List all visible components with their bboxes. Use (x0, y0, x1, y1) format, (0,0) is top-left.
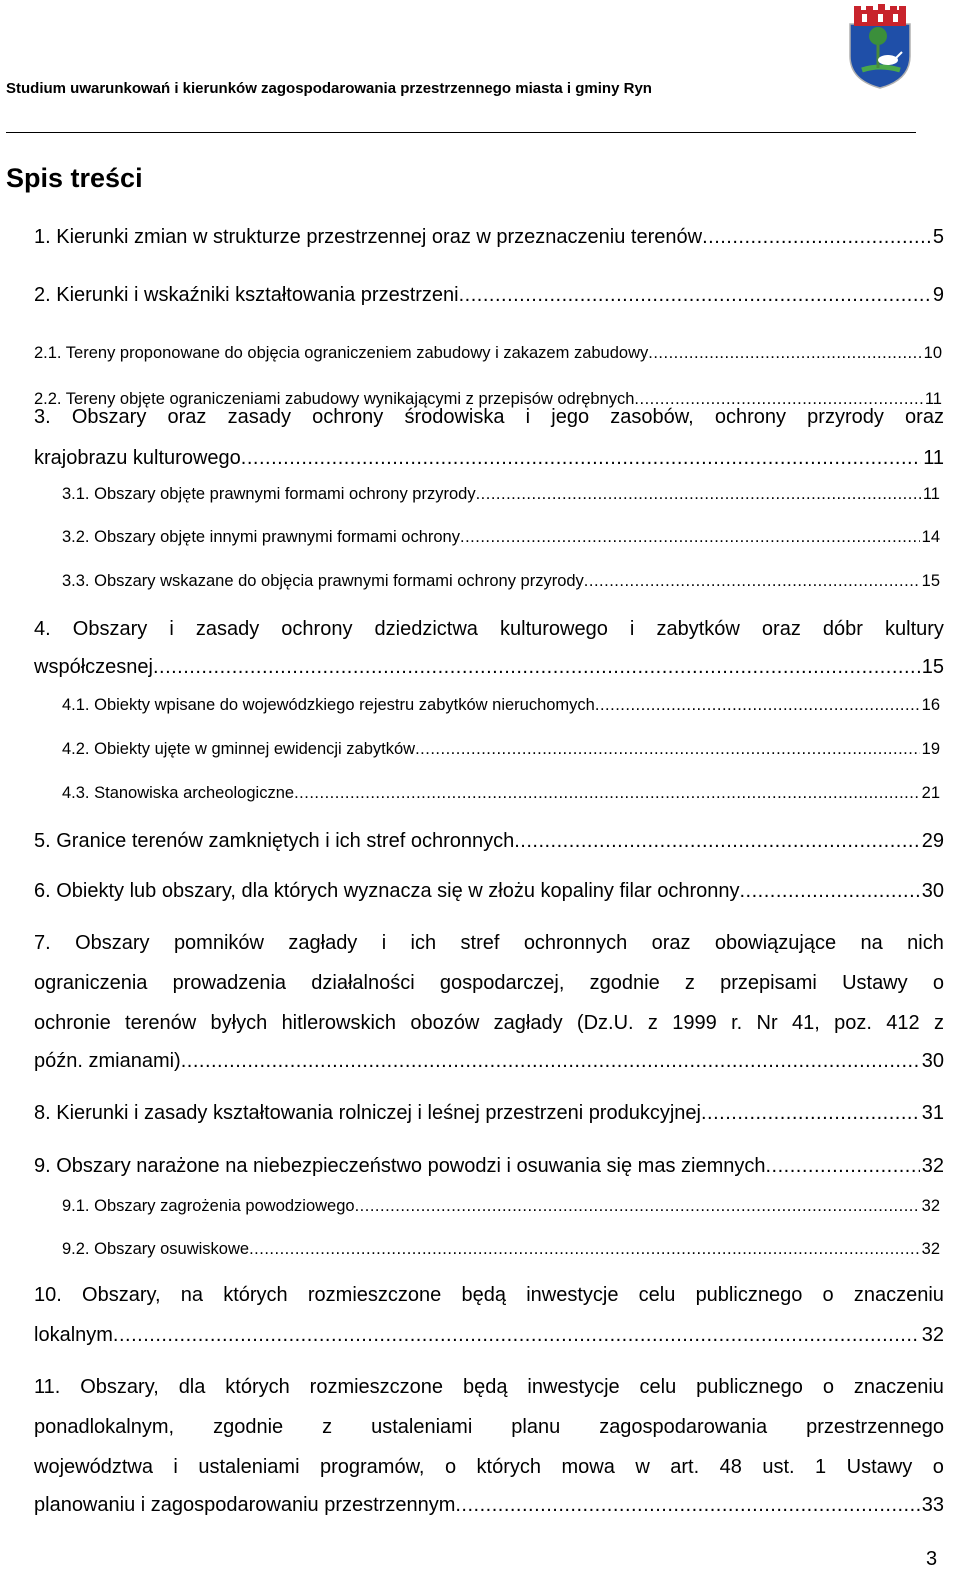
word: dla (178, 1376, 206, 1398)
word: r. (731, 1012, 743, 1034)
toc-entry[interactable] (62, 572, 940, 591)
word: 412 (886, 1012, 920, 1034)
word: przyrody (807, 406, 884, 428)
word: 10. (34, 1284, 62, 1306)
toc-page-number: 11 (924, 390, 942, 408)
word: 41, (791, 1012, 820, 1034)
toc-page-number: 32 (921, 1240, 940, 1258)
toc-page-number: 32 (921, 1324, 944, 1346)
toc-page-number: 29 (921, 830, 944, 852)
word: publicznego (695, 1284, 803, 1306)
word: nich (907, 932, 944, 954)
word: pomników (173, 932, 264, 954)
toc-page-number: 30 (921, 1050, 944, 1072)
toc-entry-text: 3.2. Obszary objęte innymi prawnymi formami ochrony (62, 528, 460, 546)
word: 1999 (672, 1012, 717, 1034)
toc-entry-text: krajobrazu kulturowego (34, 447, 241, 469)
word: o (444, 1456, 457, 1478)
toc-entry[interactable] (34, 880, 944, 903)
toc-page-number: 19 (921, 740, 940, 758)
word: zabytków (656, 618, 740, 640)
toc-entry-line (34, 932, 944, 955)
toc-entry[interactable] (34, 447, 944, 470)
word: terenów (125, 1012, 197, 1034)
toc-entry[interactable] (34, 226, 944, 249)
word: ustaleniami (198, 1456, 300, 1478)
word: na (180, 1284, 204, 1306)
word: przestrzennego (806, 1416, 944, 1438)
toc-dot-leader (701, 1102, 920, 1125)
word: Ustawy (846, 1456, 913, 1478)
toc-entry[interactable] (62, 485, 940, 504)
word: oraz (761, 618, 801, 640)
word: 3. (34, 406, 51, 428)
word: Obszary (75, 932, 150, 954)
word: Obszary (71, 406, 147, 428)
word: dóbr (822, 618, 863, 640)
toc-page-number: 10 (923, 344, 942, 362)
toc-page-number: 33 (921, 1494, 944, 1516)
word: których (223, 1284, 288, 1306)
toc-entry[interactable] (34, 830, 944, 853)
word: zagłady (288, 932, 358, 954)
toc-dot-leader (355, 1197, 920, 1216)
word: ograniczenia (34, 972, 148, 994)
toc-dot-leader (249, 1240, 920, 1259)
word: rozmieszczone (309, 1376, 444, 1398)
toc-entry-text: 4.3. Stanowiska archeologiczne (62, 784, 295, 802)
word: poz. (834, 1012, 872, 1034)
toc-entry-text: 9.1. Obszary zagrożenia powodziowego (62, 1197, 355, 1215)
toc-dot-leader (459, 284, 931, 307)
word: ochrony (312, 406, 384, 428)
toc-page-number: 15 (921, 656, 944, 678)
toc-entry-text: 9.2. Obszary osuwiskowe (62, 1240, 250, 1258)
word: inwestycje (527, 1376, 620, 1398)
word: hitlerowskich (281, 1012, 397, 1034)
word: planu (511, 1416, 561, 1438)
word: zagłady (493, 1012, 563, 1034)
toc-entry[interactable] (62, 528, 940, 547)
word: zagospodarowania (599, 1416, 768, 1438)
toc-entry[interactable] (34, 344, 942, 363)
word: których (225, 1376, 290, 1398)
toc-entry[interactable] (62, 740, 940, 759)
word: Obszary (72, 618, 148, 640)
word: z (322, 1416, 333, 1438)
word: Obszary, (80, 1376, 159, 1398)
toc-heading: Spis treści (6, 163, 143, 193)
toc-page-number: 9 (932, 284, 944, 306)
word: ochrony (714, 406, 786, 428)
word: zgodnie (213, 1416, 284, 1438)
toc-entry[interactable] (62, 784, 940, 803)
word: przepisami (720, 972, 817, 994)
word: z (684, 972, 695, 994)
toc-dot-leader (181, 1050, 920, 1073)
toc-page-number: 15 (921, 572, 940, 590)
word: znaczeniu (853, 1284, 944, 1306)
word: o (822, 1376, 834, 1398)
toc-dot-leader (294, 784, 920, 803)
toc-page-number: 14 (921, 528, 940, 546)
word: obowiązujące (714, 932, 837, 954)
word: o (932, 972, 944, 994)
word: i (169, 618, 174, 640)
word: ich (410, 932, 437, 954)
toc-entry[interactable] (34, 656, 944, 679)
word: ust. (762, 1456, 795, 1478)
toc-entry[interactable] (34, 1102, 944, 1125)
word: art. (670, 1456, 700, 1478)
word: kultury (885, 618, 944, 640)
toc-dot-leader (740, 880, 920, 903)
toc-entry-text: współczesnej (34, 656, 153, 678)
word: o (822, 1284, 834, 1306)
word: ochronie (34, 1012, 111, 1034)
toc-entry-text: 9. Obszary narażone na niebezpieczeństwo powodzi i osuwania się mas ziemnych (34, 1155, 766, 1177)
word: zgodnie (589, 972, 660, 994)
toc-page-number: 11 (923, 447, 944, 469)
word: działalności (311, 972, 415, 994)
toc-entry[interactable] (62, 696, 940, 715)
word: i (173, 1456, 178, 1478)
toc-entry[interactable] (34, 1155, 944, 1178)
toc-entry-line (34, 1012, 944, 1035)
word: kulturowego (500, 618, 608, 640)
toc-entry-text: 1. Kierunki zmian w strukturze przestrzennej oraz w przeznaczeniu terenów (34, 226, 703, 248)
toc-dot-leader (476, 485, 921, 504)
ryn-coat-of-arms-icon (848, 4, 912, 90)
word: środowiska (404, 406, 505, 428)
toc-dot-leader (766, 1155, 920, 1178)
word: programów, (319, 1456, 425, 1478)
word: będą (462, 1376, 508, 1398)
toc-entry-text: późn. zmianami) (34, 1050, 181, 1072)
word: ustaleniami (371, 1416, 473, 1438)
toc-entry-line (34, 1416, 944, 1439)
word: obozów (410, 1012, 480, 1034)
toc-dot-leader (241, 447, 921, 470)
header-divider (6, 132, 916, 133)
toc-page-number: 32 (921, 1197, 940, 1215)
document-header-title: Studium uwarunkowań i kierunków zagospodarowania przestrzennego miasta i gminy Ryn (6, 80, 652, 97)
word: zasobów, (610, 406, 694, 428)
word: na (860, 932, 883, 954)
word: z (933, 1012, 944, 1034)
word: 48 (719, 1456, 742, 1478)
toc-dot-leader (595, 696, 920, 715)
toc-entry-text: 2.1. Tereny proponowane do objęcia ograniczeniem zabudowy i zakazem zabudowy (34, 344, 649, 362)
word: celu (639, 1376, 677, 1398)
word: ponadlokalnym, (34, 1416, 175, 1438)
word: ochronnych (523, 932, 628, 954)
toc-page-number: 11 (922, 485, 940, 503)
toc-entry-text: 5. Granice terenów zamkniętych i ich stref ochronnych (34, 830, 515, 852)
word: ochrony (281, 618, 353, 640)
toc-entry[interactable] (62, 1197, 940, 1216)
word: Obszary, (82, 1284, 161, 1306)
toc-dot-leader (113, 1324, 920, 1347)
toc-page-number: 32 (921, 1155, 944, 1177)
word: w (635, 1456, 650, 1478)
toc-entry[interactable] (34, 1050, 944, 1073)
toc-entry[interactable] (34, 1494, 944, 1517)
toc-dot-leader (153, 656, 920, 679)
word: znaczeniu (853, 1376, 944, 1398)
word: prowadzenia (172, 972, 287, 994)
toc-entry-text: 3.1. Obszary objęte prawnymi formami ochrony przyrody (62, 485, 476, 503)
word: gospodarczej, (439, 972, 565, 994)
toc-dot-leader (455, 1494, 919, 1517)
toc-page-number: 5 (932, 226, 944, 248)
toc-page-number: 16 (921, 696, 940, 714)
toc-entry-line (34, 972, 944, 995)
page-number: 3 (926, 1548, 938, 1570)
toc-entry-text: 2. Kierunki i wskaźniki kształtowania przestrzeni (34, 284, 459, 306)
word: dziedzictwa (374, 618, 478, 640)
toc-entry-line (34, 1456, 944, 1479)
toc-entry-line (34, 1376, 944, 1399)
word: z (647, 1012, 658, 1034)
word: województwa (34, 1456, 153, 1478)
toc-dot-leader (415, 740, 920, 759)
toc-entry-text: 2.2. Tereny objęte ograniczeniami zabudowy wynikającymi z przepisów odrębnych (34, 390, 635, 408)
word: publicznego (696, 1376, 803, 1398)
word: stref (460, 932, 500, 954)
toc-entry[interactable] (34, 1324, 944, 1347)
word: inwestycje (526, 1284, 619, 1306)
word: zasady (195, 618, 260, 640)
word: Ustawy (842, 972, 908, 994)
toc-dot-leader (460, 528, 920, 547)
word: i (381, 932, 387, 954)
toc-page-number: 21 (921, 784, 940, 802)
toc-dot-leader (648, 344, 921, 363)
word: 7. (34, 932, 51, 954)
word: o (932, 1456, 944, 1478)
word: których (476, 1456, 542, 1478)
toc-entry-text: 3.3. Obszary wskazane do objęcia prawnymi formami ochrony przyrody (62, 572, 584, 590)
word: zasady (227, 406, 291, 428)
toc-entry[interactable] (62, 1240, 940, 1259)
word: i (525, 406, 531, 428)
word: będą (461, 1284, 506, 1306)
word: oraz (905, 406, 944, 428)
word: 4. (34, 618, 51, 640)
word: jego (551, 406, 590, 428)
toc-entry-line (34, 406, 944, 429)
word: rozmieszczone (307, 1284, 442, 1306)
toc-entry-text: planowaniu i zagospodarowaniu przestrzennym (34, 1494, 456, 1516)
toc-entry-line (34, 618, 944, 641)
toc-entry[interactable] (34, 284, 944, 307)
word: 1 (815, 1456, 827, 1478)
toc-entry-text: 4.1. Obiekty wpisane do wojewódzkiego rejestru zabytków nieruchomych (62, 696, 595, 714)
word: Nr (756, 1012, 778, 1034)
word: mowa (561, 1456, 615, 1478)
toc-entry-text: 4.2. Obiekty ujęte w gminnej ewidencji zabytków (62, 740, 416, 758)
toc-entry-text: 8. Kierunki i zasady kształtowania rolniczej i leśnej przestrzeni produkcyjnej (34, 1102, 701, 1124)
toc-entry-line (34, 1284, 944, 1307)
toc-entry-text: 6. Obiekty lub obszary, dla których wyznacza się w złożu kopaliny filar ochronny (34, 880, 740, 902)
toc-dot-leader (514, 830, 920, 853)
word: oraz (651, 932, 691, 954)
toc-page-number: 31 (921, 1102, 944, 1124)
toc-dot-leader (702, 226, 931, 249)
word: oraz (167, 406, 207, 428)
word: i (629, 618, 635, 640)
word: (Dz.U. (576, 1012, 634, 1034)
toc-entry-text: lokalnym (34, 1324, 113, 1346)
word: 11. (34, 1376, 61, 1398)
word: celu (638, 1284, 676, 1306)
word: byłych (210, 1012, 268, 1034)
toc-page-number: 30 (921, 880, 944, 902)
toc-dot-leader (584, 572, 920, 591)
